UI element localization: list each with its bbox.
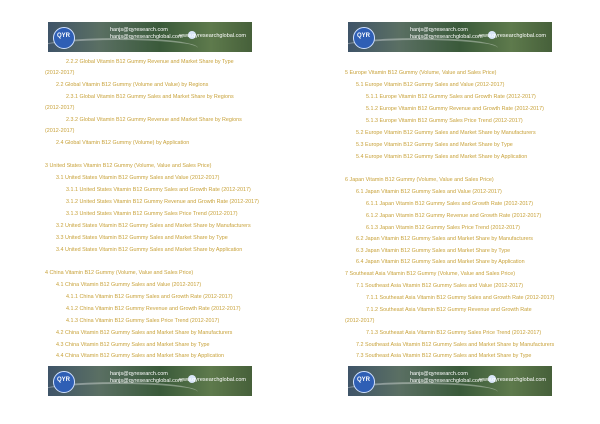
toc-item: 2.3.1 Global Vitamin B12 Gummy Sales and Market Share by Regions bbox=[66, 94, 234, 100]
email-2[interactable]: hanjs@qyresearchglobal.com bbox=[110, 378, 183, 384]
toc-item: 5.1.1 Europe Vitamin B12 Gummy Sales and Growth Rate (2012-2017) bbox=[366, 94, 536, 100]
footer-banner bbox=[348, 366, 552, 396]
website-link[interactable]: www.qyresearchglobal.com bbox=[179, 377, 246, 383]
toc-item: 4.2 China Vitamin B12 Gummy Sales and Market Share by Manufacturers bbox=[56, 330, 233, 336]
toc-item: 2.3.2 Global Vitamin B12 Gummy Revenue and Market Share by Regions bbox=[66, 117, 242, 123]
toc-item: 4.3 China Vitamin B12 Gummy Sales and Market Share by Type bbox=[56, 342, 210, 348]
website-link[interactable]: www.qyresearchglobal.com bbox=[479, 377, 546, 383]
toc-item: 4.1 China Vitamin B12 Gummy Sales and Value (2012-2017) bbox=[56, 282, 202, 288]
website-link[interactable]: www.qyresearchglobal.com bbox=[179, 33, 246, 39]
right-page bbox=[300, 0, 600, 424]
toc-item: 7 Southeast Asia Vitamin B12 Gummy (Volume, Value and Sales Price) bbox=[345, 271, 515, 277]
footer-banner bbox=[48, 366, 252, 396]
email-2[interactable]: hanjs@qyresearchglobal.com bbox=[410, 378, 483, 384]
email-1[interactable]: hanjs@qyresearch.com bbox=[410, 27, 468, 33]
toc-item: 3.1 United States Vitamin B12 Gummy Sales and Value (2012-2017) bbox=[56, 175, 220, 181]
website-link[interactable]: www.qyresearchglobal.com bbox=[479, 33, 546, 39]
toc-item: 4.1.2 China Vitamin B12 Gummy Revenue and Growth Rate (2012-2017) bbox=[66, 306, 241, 312]
logo-text: QYR bbox=[57, 33, 71, 39]
toc-item: 7.2 Southeast Asia Vitamin B12 Gummy Sales and Market Share by Manufacturers bbox=[356, 342, 555, 348]
toc-item: 3.2 United States Vitamin B12 Gummy Sales and Market Share by Manufacturers bbox=[56, 223, 251, 229]
toc-item: 4.4 China Vitamin B12 Gummy Sales and Market Share by Application bbox=[56, 353, 224, 359]
toc-item: 5.1.3 Europe Vitamin B12 Gummy Sales Price Trend (2012-2017) bbox=[366, 118, 523, 124]
toc-item: 2.4 Global Vitamin B12 Gummy (Volume) by Application bbox=[56, 140, 190, 146]
toc-item: 3 United States Vitamin B12 Gummy (Volume, Value and Sales Price) bbox=[45, 163, 212, 169]
toc-item: 3.1.2 United States Vitamin B12 Gummy Revenue and Growth Rate (2012-2017) bbox=[66, 199, 259, 205]
banner-emails bbox=[110, 27, 183, 41]
email-2[interactable]: hanjs@qyresearchglobal.com bbox=[110, 34, 183, 40]
toc-item: 6.3 Japan Vitamin B12 Gummy Sales and Market Share by Type bbox=[356, 248, 511, 254]
toc-item: 5.1.2 Europe Vitamin B12 Gummy Revenue and Growth Rate (2012-2017) bbox=[366, 106, 544, 112]
toc-item: 3.1.1 United States Vitamin B12 Gummy Sales and Growth Rate (2012-2017) bbox=[66, 187, 251, 193]
toc-item: (2012-2017) bbox=[45, 70, 75, 76]
toc-item: 6.4 Japan Vitamin B12 Gummy Sales and Market Share by Application bbox=[356, 259, 525, 265]
toc-item: 7.1.1 Southeast Asia Vitamin B12 Gummy Sales and Growth Rate (2012-2017) bbox=[366, 295, 555, 301]
email-1[interactable]: hanjs@qyresearch.com bbox=[410, 371, 468, 377]
banner-emails bbox=[410, 371, 483, 385]
toc-item: 6.1 Japan Vitamin B12 Gummy Sales and Value (2012-2017) bbox=[356, 189, 502, 195]
toc-item: 2.2.2 Global Vitamin B12 Gummy Revenue and Market Share by Type bbox=[66, 59, 234, 65]
banner-emails bbox=[410, 27, 483, 41]
toc-item: 5 Europe Vitamin B12 Gummy (Volume, Value and Sales Price) bbox=[345, 70, 497, 76]
toc-item: 2.2 Global Vitamin B12 Gummy (Volume and Value) by Regions bbox=[56, 82, 209, 88]
toc-item: 7.1.2 Southeast Asia Vitamin B12 Gummy Revenue and Growth Rate bbox=[366, 307, 532, 313]
toc-item: 6.1.3 Japan Vitamin B12 Gummy Sales Price Trend (2012-2017) bbox=[366, 225, 520, 231]
toc-item: 5.3 Europe Vitamin B12 Gummy Sales and Market Share by Type bbox=[356, 142, 513, 148]
toc-item: (2012-2017) bbox=[345, 318, 375, 324]
toc-item: 4.1.1 China Vitamin B12 Gummy Sales and Growth Rate (2012-2017) bbox=[66, 294, 233, 300]
toc-item: 4 China Vitamin B12 Gummy (Volume, Value and Sales Price) bbox=[45, 270, 194, 276]
header-banner bbox=[348, 22, 552, 52]
toc-item: 7.1 Southeast Asia Vitamin B12 Gummy Sales and Value (2012-2017) bbox=[356, 283, 524, 289]
toc-item: 6.1.1 Japan Vitamin B12 Gummy Sales and Growth Rate (2012-2017) bbox=[366, 201, 534, 207]
toc-item: 3.4 United States Vitamin B12 Gummy Sales and Market Share by Application bbox=[56, 247, 243, 253]
banner-emails bbox=[110, 371, 183, 385]
logo-text: QYR bbox=[57, 377, 71, 383]
email-1[interactable]: hanjs@qyresearch.com bbox=[110, 371, 168, 377]
toc-item: 5.2 Europe Vitamin B12 Gummy Sales and Market Share by Manufacturers bbox=[356, 130, 536, 136]
toc-item: (2012-2017) bbox=[45, 128, 75, 134]
toc-item: 4.1.3 China Vitamin B12 Gummy Sales Price Trend (2012-2017) bbox=[66, 318, 220, 324]
toc-item: 3.1.3 United States Vitamin B12 Gummy Sales Price Trend (2012-2017) bbox=[66, 211, 238, 217]
toc-item: 7.1.3 Southeast Asia Vitamin B12 Gummy Sales Price Trend (2012-2017) bbox=[366, 330, 542, 336]
toc-item: 3.3 United States Vitamin B12 Gummy Sales and Market Share by Type bbox=[56, 235, 228, 241]
toc-item: 5.4 Europe Vitamin B12 Gummy Sales and Market Share by Application bbox=[356, 154, 528, 160]
toc-item: 7.3 Southeast Asia Vitamin B12 Gummy Sales and Market Share by Type bbox=[356, 353, 532, 359]
email-1[interactable]: hanjs@qyresearch.com bbox=[110, 27, 168, 33]
logo-text: QYR bbox=[357, 377, 371, 383]
header-banner bbox=[48, 22, 252, 52]
email-2[interactable]: hanjs@qyresearchglobal.com bbox=[410, 34, 483, 40]
toc-item: 6.2 Japan Vitamin B12 Gummy Sales and Market Share by Manufacturers bbox=[356, 236, 533, 242]
toc-item: (2012-2017) bbox=[45, 105, 75, 111]
toc-item: 5.1 Europe Vitamin B12 Gummy Sales and Value (2012-2017) bbox=[356, 82, 505, 88]
logo-text: QYR bbox=[357, 33, 371, 39]
toc-item: 6.1.2 Japan Vitamin B12 Gummy Revenue and Growth Rate (2012-2017) bbox=[366, 213, 542, 219]
toc-item: 6 Japan Vitamin B12 Gummy (Volume, Value and Sales Price) bbox=[345, 177, 494, 183]
